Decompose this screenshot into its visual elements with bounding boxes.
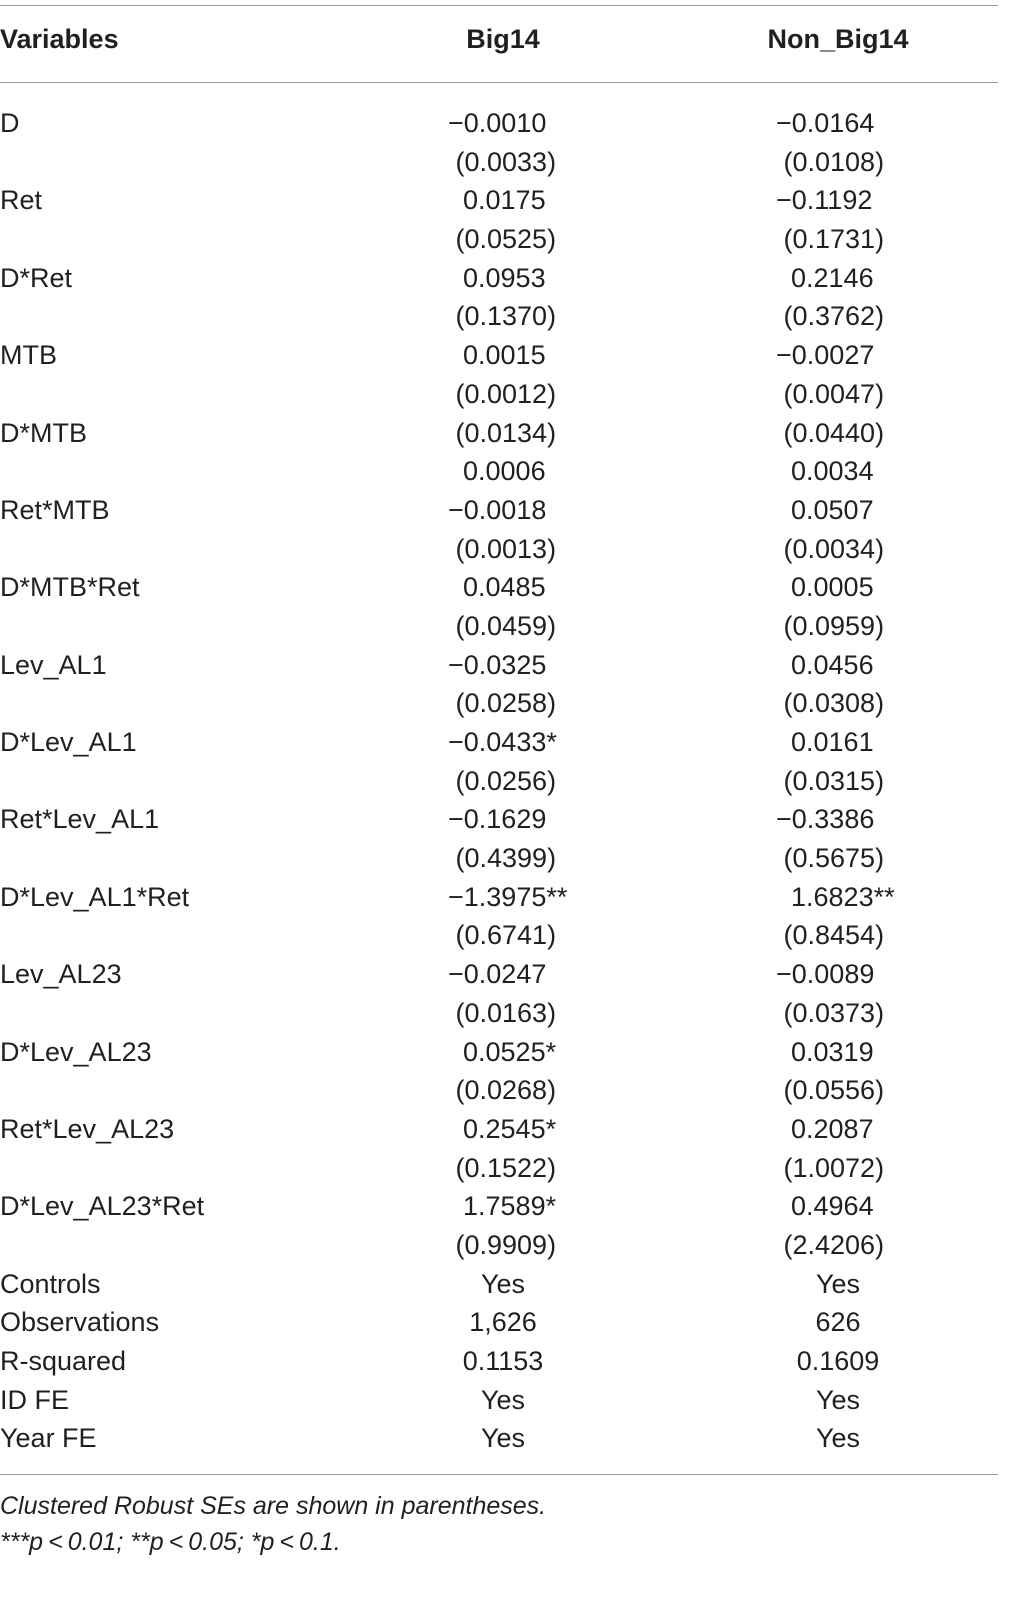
row-non-big14-value: 0.0034 [776, 456, 874, 487]
summary-variable-label: Year FE [0, 1423, 97, 1454]
table-row [0, 568, 1000, 607]
footnote-significance: ***p < 0.01; **p < 0.05; *p < 0.1. [0, 1528, 341, 1556]
row-non-big14-value: 1.6823** [776, 881, 895, 912]
row-non-big14-value: (0.0308) [776, 688, 885, 719]
header-big14: Big14 [466, 24, 540, 54]
row-variable-label: Ret*MTB [0, 494, 110, 525]
row-variable-label: Lev_AL1 [0, 649, 107, 680]
table-row [0, 800, 1000, 839]
header-variables: Variables [0, 24, 119, 54]
table-row [0, 955, 1000, 994]
row-variable-label: D*Lev_AL1 [0, 727, 137, 757]
row-variable-label: D*Lev_AL1*Ret [0, 881, 190, 912]
row-big14-value: (0.0013) [448, 533, 557, 564]
table-row [0, 684, 1000, 723]
row-big14-value: (0.0256) [448, 765, 557, 796]
table-row [0, 104, 1000, 143]
row-big14-value: (0.0163) [448, 997, 557, 1028]
row-variable-label: Ret [0, 185, 43, 216]
table-row [0, 143, 1000, 182]
table-header-rule [0, 82, 998, 83]
table-row [0, 723, 1000, 762]
row-non-big14-value: (0.0047) [776, 378, 885, 409]
table-row [0, 491, 1000, 530]
table-bottom-rule [0, 1474, 998, 1475]
table-row [0, 916, 1000, 955]
row-big14-value: −0.1629 [448, 804, 547, 835]
row-non-big14-value: (2.4206) [776, 1229, 885, 1260]
row-variable-label: MTB [0, 340, 57, 371]
table-row [0, 1226, 1000, 1265]
table-summary-row [0, 1381, 1000, 1420]
table-header-row [0, 24, 1000, 64]
row-big14-value: −0.0010 [448, 108, 547, 138]
row-big14-value: −0.0247 [448, 959, 547, 990]
row-variable-label: D*Lev_AL23 [0, 1036, 152, 1067]
footnote-se: Clustered Robust SEs are shown in parentheses. [0, 1492, 547, 1520]
summary-non-big14-value: Yes [815, 1384, 861, 1415]
summary-variable-label: Observations [0, 1307, 160, 1338]
summary-non-big14-value: Yes [815, 1268, 861, 1299]
table-row [0, 607, 1000, 646]
row-big14-value: 0.0525* [448, 1036, 557, 1067]
table-row [0, 297, 1000, 336]
table-row [0, 646, 1000, 685]
row-non-big14-value: (0.0959) [776, 610, 885, 641]
row-big14-value: 0.0006 [448, 456, 546, 487]
row-non-big14-value: 0.2087 [776, 1113, 874, 1144]
table-row [0, 259, 1000, 298]
row-big14-value: 0.0175 [448, 185, 546, 216]
table-row [0, 762, 1000, 801]
table-row [0, 181, 1000, 220]
row-big14-value: −1.3975** [448, 881, 568, 912]
row-non-big14-value: (0.3762) [776, 301, 885, 332]
row-big14-value: −0.0325 [448, 649, 547, 680]
row-non-big14-value: 0.0161 [776, 727, 874, 757]
table-row [0, 1071, 1000, 1110]
table-row [0, 530, 1000, 569]
table-row [0, 220, 1000, 259]
table-footnotes [0, 1488, 546, 1560]
row-non-big14-value: 0.0456 [776, 649, 874, 680]
table-top-rule [0, 5, 998, 6]
table-summary-row [0, 1419, 1000, 1458]
row-non-big14-value: −0.1192 [776, 185, 873, 216]
table-row [0, 414, 1000, 453]
row-non-big14-value: (0.8454) [776, 920, 885, 951]
row-non-big14-value: (0.0108) [776, 146, 885, 177]
row-non-big14-value: 0.4964 [776, 1191, 874, 1222]
table-row [0, 1187, 1000, 1226]
row-non-big14-value: −0.0089 [776, 959, 875, 990]
summary-big14-value: 1,626 [469, 1307, 537, 1338]
summary-variable-label: Controls [0, 1268, 101, 1299]
summary-big14-value: Yes [480, 1423, 526, 1454]
summary-non-big14-value: 626 [815, 1307, 861, 1338]
summary-non-big14-value: Yes [815, 1423, 861, 1454]
row-variable-label: D*MTB [0, 417, 87, 448]
table-row [0, 336, 1000, 375]
row-big14-value: (0.4399) [448, 843, 557, 874]
row-big14-value: (0.0459) [448, 610, 557, 641]
table-row [0, 452, 1000, 491]
row-variable-label: Ret*Lev_AL1 [0, 804, 160, 835]
table-row [0, 1110, 1000, 1149]
row-non-big14-value: 0.2146 [776, 262, 874, 293]
summary-big14-value: Yes [480, 1268, 526, 1299]
row-variable-label: D*Ret [0, 262, 73, 293]
row-non-big14-value: (1.0072) [776, 1152, 885, 1183]
row-big14-value: 0.0953 [448, 262, 546, 293]
row-non-big14-value: (0.5675) [776, 843, 885, 874]
row-non-big14-value: (0.0315) [776, 765, 885, 796]
row-big14-value: (0.6741) [448, 920, 557, 951]
row-big14-value: 0.0015 [448, 340, 546, 371]
row-variable-label: D*Lev_AL23*Ret [0, 1191, 205, 1222]
row-big14-value: (0.0012) [448, 378, 557, 409]
row-non-big14-value: −0.0164 [776, 108, 875, 138]
summary-non-big14-value: 0.1609 [796, 1346, 880, 1376]
row-big14-value: 0.2545* [448, 1113, 557, 1144]
row-big14-value: (0.0033) [448, 146, 557, 177]
row-non-big14-value: −0.0027 [776, 340, 875, 371]
row-non-big14-value: 0.0319 [776, 1036, 874, 1067]
table-row [0, 1033, 1000, 1072]
summary-big14-value: 0.1153 [462, 1346, 544, 1376]
row-big14-value: (0.1522) [448, 1152, 557, 1183]
table-body [0, 104, 1000, 1458]
table-row [0, 839, 1000, 878]
row-big14-value: (0.0525) [448, 224, 557, 255]
row-variable-label: Lev_AL23 [0, 959, 122, 990]
row-variable-label: D [0, 108, 20, 138]
table-row [0, 1149, 1000, 1188]
row-non-big14-value: 0.0005 [776, 572, 874, 603]
summary-big14-value: Yes [480, 1384, 526, 1415]
row-non-big14-value: (0.0034) [776, 533, 885, 564]
row-variable-label: D*MTB*Ret [0, 572, 140, 603]
table-summary-row [0, 1342, 1000, 1381]
row-big14-value: 0.0485 [448, 572, 546, 603]
table-summary-row [0, 1265, 1000, 1304]
row-non-big14-value: −0.3386 [776, 804, 875, 835]
header-non-big14: Non_Big14 [767, 24, 909, 54]
row-big14-value: (0.1370) [448, 301, 557, 332]
row-big14-value: −0.0018 [448, 494, 547, 525]
row-big14-value: (0.9909) [448, 1229, 557, 1260]
table-summary-row [0, 1303, 1000, 1342]
summary-variable-label: ID FE [0, 1384, 70, 1415]
row-big14-value: 1.7589* [448, 1191, 557, 1222]
table-row [0, 375, 1000, 414]
row-big14-value: (0.0268) [448, 1075, 557, 1106]
row-big14-value: (0.0258) [448, 688, 557, 719]
row-big14-value: −0.0433* [448, 727, 557, 757]
row-big14-value: (0.0134) [448, 417, 557, 448]
row-variable-label: Ret*Lev_AL23 [0, 1113, 175, 1144]
summary-variable-label: R-squared [0, 1346, 127, 1376]
table-row [0, 878, 1000, 917]
row-non-big14-value: (0.0556) [776, 1075, 885, 1106]
table-row [0, 994, 1000, 1033]
row-non-big14-value: (0.0373) [776, 997, 885, 1028]
row-non-big14-value: (0.1731) [776, 224, 885, 255]
row-non-big14-value: 0.0507 [776, 494, 874, 525]
row-non-big14-value: (0.0440) [776, 417, 885, 448]
